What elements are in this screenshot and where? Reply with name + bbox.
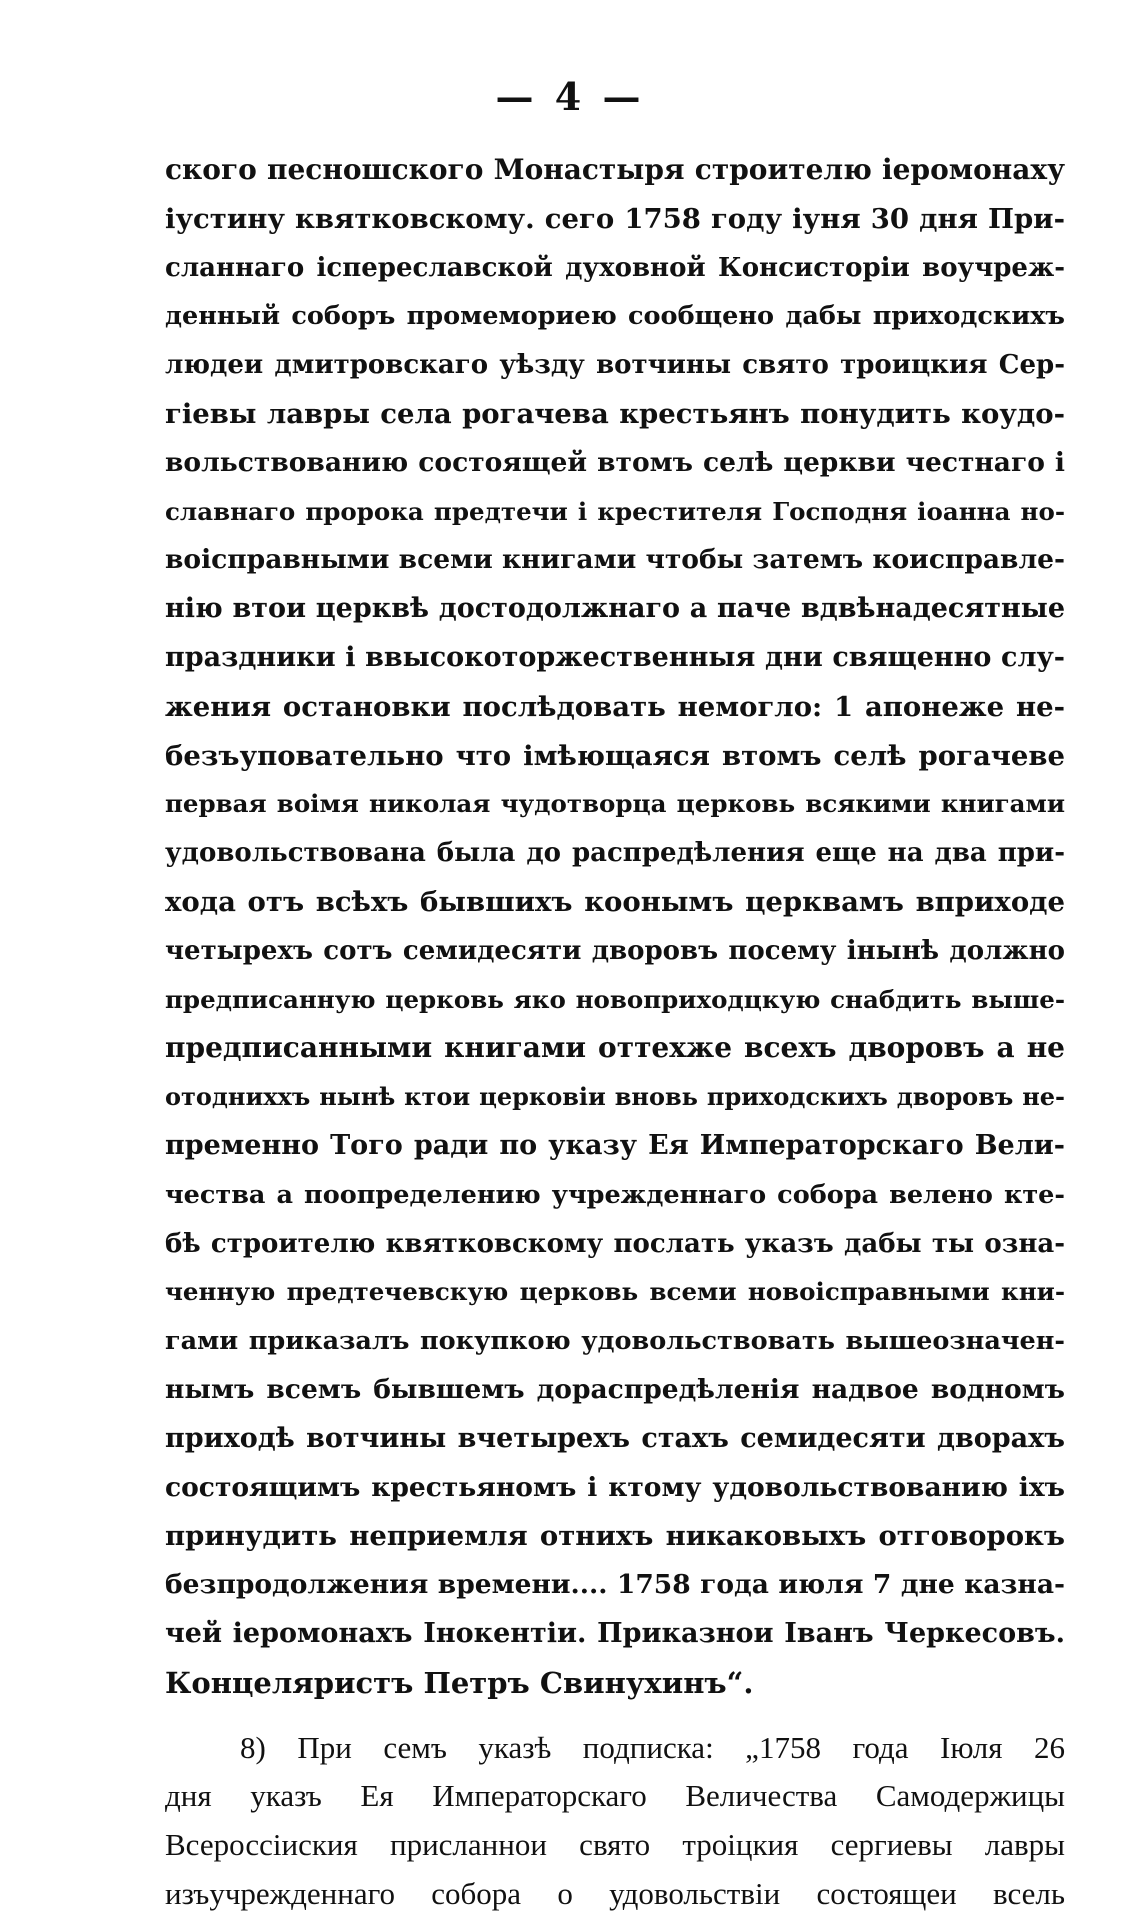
text-line: сланнаго iспереславской духовной Консисторiи воучреж- [165,252,1065,283]
text-line: первая воiмя николая чудотворца церковь всякими книгами [165,789,1065,819]
text-line: чества а поопределению учрежденнаго собора велено кте- [165,1179,1065,1210]
text-line: людеи дмитровскаго уѣзду вотчины свято троицкия Сер- [165,350,1065,381]
text-line: воiсправными всеми книгами чтобы затемъ коисправле- [165,544,1066,576]
text-line: славнаго пророка предтечи i крестителя Господня iоанна но- [165,496,1065,526]
text-line: удовольствована была до распредѣления еще на два при- [165,838,1065,869]
text-line: ченную предтечевскую церковь всеми новоiсправными кни- [165,1277,1065,1307]
text-line: гами приказалъ покупкою удовольствовать вышеозначен- [165,1326,1065,1357]
text-line: Концеляристъ Петръ Свинухинъ“. [165,1665,754,1700]
text-line: чей iеромонахъ Iнокентiи. Приказнои Iванъ Черкесовъ. [165,1617,1065,1649]
text-line: денный соборъ промемориею сообщено дабы приходскихъ [165,301,1065,332]
text-line: предписанными книгами оттехже всехъ дворовъ а не [165,1031,1065,1065]
text-line: предписанную церковь яко новоприходцкую снабдить выше- [165,984,1065,1014]
text-line: нiю втои церквѣ достодолжнаго а паче вдвѣнадесятные [165,593,1065,625]
body-text [165,146,1065,1919]
text-line: Всероссiиския присланнои свято троiцкия сергиевы лавры [165,1827,1065,1863]
text-line: вольствованию состоящей втомъ селѣ церкви честнаго i [165,446,1065,478]
text-line: приходѣ вотчины вчетырехъ стахъ семидесяти дворахъ [165,1422,1065,1454]
text-line: принудить неприемля отнихъ никаковыхъ отговорокъ [165,1520,1065,1553]
text-line: дня указъ Ея Императорскаго Величества Самодержицы [165,1778,1065,1814]
paragraph-gap [165,1708,1065,1724]
text-line: четырехъ сотъ семидесяти дворовъ посему iнынѣ должно [165,935,1065,966]
text-line: пременно Того ради по указу Ея Императорскаго Вели- [165,1129,1065,1161]
text-line: гiевы лавры села рогачева крестьянъ понудить коудо- [165,397,1065,430]
text-line: безъуповательно что iмѣющаяся втомъ селѣ рогачеве [165,739,1065,772]
text-line: состоящимъ крестьяномъ i ктому удовольствованию iхъ [165,1471,1065,1503]
text-line: ского песношского Монастыря строителю iеромонаху [165,153,1065,186]
text-line: изъучрежденнаго собора о удовольствiи состоящеи всель [165,1875,1065,1911]
text-line: отодниххъ нынѣ ктои церковiи вновь приходскихъ дворовъ не- [165,1082,1065,1112]
text-line: 8) При семъ указѣ подписка: „1758 года Iюля 26 [240,1729,1065,1765]
page-number: — 4 — [495,74,645,119]
text-line: iустину квятковскому. сего 1758 году iуня 30 дня При- [165,202,1065,235]
text-line: бѣ строителю квятковскому послать указъ дабы ты озна- [165,1228,1065,1259]
text-line: жения остановки послѣдовать немогло: 1 апонеже не- [165,690,1065,723]
text-line: праздники i ввысокоторжественныя дни священно слу- [165,641,1065,673]
text-line: безпродолжения времени.... 1758 года июля 7 дне казна- [165,1569,1065,1601]
text-line: хода отъ всѣхъ бывшихъ коонымъ церквамъ вприходе [165,885,1065,918]
text-line: нымъ всемъ бывшемъ дораспредѣленiя надвое водномъ [165,1373,1065,1405]
